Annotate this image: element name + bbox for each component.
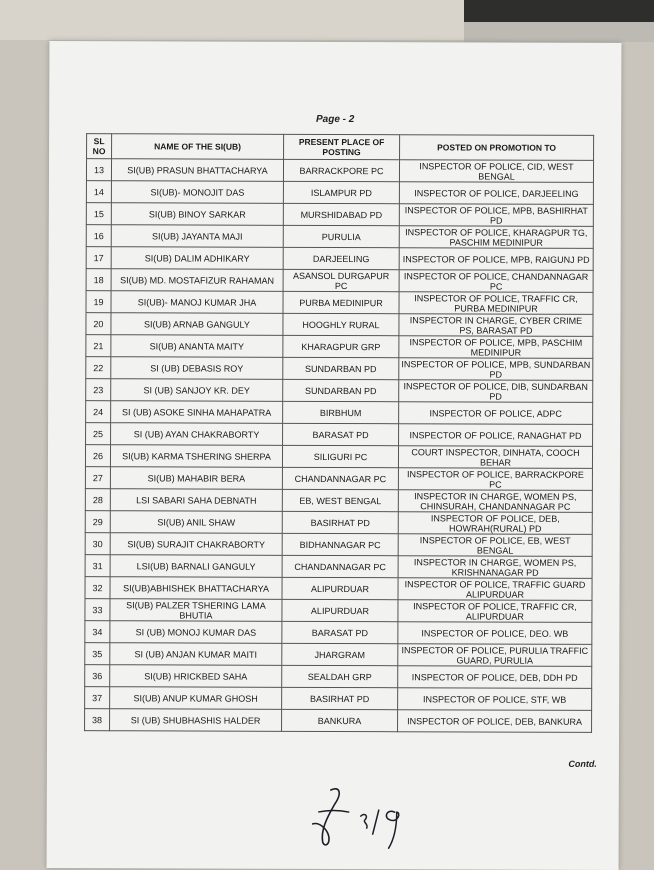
cell-name: SI(UB) DALIM ADHIKARY <box>111 247 283 270</box>
cell-name: SI(UB) BINOY SARKAR <box>111 203 283 226</box>
cell-name: SI (UB) ANJAN KUMAR MAITI <box>110 643 282 666</box>
cell-sl-no: 20 <box>86 313 111 335</box>
cell-name: LSI(UB) BARNALI GANGULY <box>110 555 282 578</box>
cell-present-posting: EB, WEST BENGAL <box>282 489 398 511</box>
cell-sl-no: 34 <box>85 621 110 643</box>
table-row <box>85 445 592 469</box>
cell-present-posting: SILIGURI PC <box>282 445 398 467</box>
cell-name: SI(UB) JAYANTA MAJI <box>111 225 283 248</box>
header-present-posting: PRESENT PLACE OF POSTING <box>284 134 400 159</box>
cell-posted-to: INSPECTOR OF POLICE, CID, WEST BENGAL <box>399 160 593 183</box>
cell-name: SI(UB) ANUP KUMAR GHOSH <box>110 687 282 710</box>
cell-posted-to: INSPECTOR OF POLICE, DEB, DDH PD <box>398 666 592 689</box>
cell-name: SI (UB) MONOJ KUMAR DAS <box>110 621 282 644</box>
cell-posted-to: INSPECTOR OF POLICE, MPB, SUNDARBAN PD <box>399 358 593 381</box>
cell-present-posting: MURSHIDABAD PD <box>283 203 399 225</box>
cell-posted-to: INSPECTOR IN CHARGE, CYBER CRIME PS, BARASAT PD <box>399 314 593 337</box>
cell-posted-to: INSPECTOR OF POLICE, ADPC <box>399 402 593 425</box>
cell-posted-to: INSPECTOR OF POLICE, EB, WEST BENGAL <box>398 534 592 557</box>
cell-present-posting: CHANDANNAGAR PC <box>282 467 398 489</box>
header-posted-on-promotion: POSTED ON PROMOTION TO <box>400 135 594 161</box>
cell-name: SI (UB) SANJOY KR. DEY <box>111 379 283 402</box>
cell-present-posting: BARASAT PD <box>283 423 399 445</box>
table-row <box>85 489 592 513</box>
promotion-table <box>84 133 594 733</box>
table-row <box>86 269 593 293</box>
cell-sl-no: 28 <box>85 489 110 511</box>
cell-name: SI (UB) SHUBHASHIS HALDER <box>110 709 282 732</box>
cell-present-posting: BIRBHUM <box>283 401 399 423</box>
handwritten-signature <box>309 782 419 852</box>
cell-posted-to: INSPECTOR OF POLICE, DEB, HOWRAH(RURAL) PD <box>398 512 592 535</box>
cell-posted-to: INSPECTOR OF POLICE, BARRACKPORE PC <box>398 468 592 491</box>
cell-posted-to: INSPECTOR OF POLICE, KHARAGPUR TG, PASCHIM MEDINIPUR <box>399 226 593 249</box>
cell-present-posting: BASIRHAT PD <box>282 511 398 533</box>
cell-name: SI(UB) ANANTA MAITY <box>111 335 283 358</box>
cell-name: SI(UB) HRICKBED SAHA <box>110 665 282 688</box>
cell-sl-no: 36 <box>85 665 110 687</box>
cell-name: SI(UB)- MONOJIT DAS <box>111 181 283 204</box>
cell-name: SI(UB) PALZER TSHERING LAMA BHUTIA <box>110 599 282 622</box>
cell-sl-no: 14 <box>86 181 111 203</box>
cell-posted-to: INSPECTOR OF POLICE, MPB, RAIGUNJ PD <box>399 248 593 271</box>
table-row <box>85 511 592 535</box>
cell-present-posting: ISLAMPUR PD <box>283 181 399 203</box>
table-row <box>85 643 592 667</box>
table-row <box>86 247 593 271</box>
table-row <box>86 313 593 337</box>
cell-present-posting: BARASAT PD <box>282 621 398 643</box>
cell-posted-to: INSPECTOR OF POLICE, DEB, BANKURA <box>398 710 592 733</box>
cell-name: SI (UB) ASOKE SINHA MAHAPATRA <box>111 401 283 424</box>
table-row <box>86 181 593 205</box>
cell-posted-to: INSPECTOR IN CHARGE, WOMEN PS, KRISHNANAGAR PD <box>398 556 592 579</box>
cell-posted-to: INSPECTOR OF POLICE, TRAFFIC GUARD ALIPURDUAR <box>398 578 592 601</box>
table-row <box>86 159 593 183</box>
cell-posted-to: INSPECTOR OF POLICE, DARJEELING <box>399 182 593 205</box>
cell-sl-no: 24 <box>86 401 111 423</box>
table-row <box>85 687 592 711</box>
table-header-row <box>87 134 594 161</box>
cell-posted-to: INSPECTOR IN CHARGE, WOMEN PS, CHINSURAH, CHANDANNAGAR PC <box>398 490 592 513</box>
cell-present-posting: BANKURA <box>282 709 398 731</box>
cell-posted-to: INSPECTOR OF POLICE, RANAGHAT PD <box>399 424 593 447</box>
cell-sl-no: 13 <box>86 159 111 181</box>
cell-name: LSI SABARI SAHA DEBNATH <box>110 489 282 512</box>
cell-present-posting: ASANSOL DURGAPUR PC <box>283 269 399 291</box>
background-object <box>464 0 654 22</box>
cell-present-posting: PURULIA <box>283 225 399 247</box>
table-row <box>85 621 592 645</box>
table-row <box>85 709 592 733</box>
cell-sl-no: 19 <box>86 291 111 313</box>
cell-sl-no: 25 <box>86 423 111 445</box>
cell-present-posting: ALIPURDUAR <box>282 577 398 599</box>
cell-present-posting: SUNDARBAN PD <box>283 357 399 379</box>
cell-sl-no: 32 <box>85 577 110 599</box>
cell-sl-no: 27 <box>85 467 110 489</box>
table-row <box>86 291 593 315</box>
cell-sl-no: 16 <box>86 225 111 247</box>
table-row <box>86 335 593 359</box>
cell-present-posting: BARRACKPORE PC <box>283 159 399 181</box>
page-number: Page - 2 <box>315 113 355 126</box>
table-row <box>85 555 592 579</box>
cell-posted-to: INSPECTOR OF POLICE, TRAFFIC CR, ALIPURDUAR <box>398 600 592 623</box>
cell-present-posting: PURBA MEDINIPUR <box>283 291 399 313</box>
cell-name: SI(UB) ANIL SHAW <box>110 511 282 534</box>
cell-sl-no: 23 <box>86 379 111 401</box>
cell-sl-no: 26 <box>85 445 110 467</box>
document-page <box>47 41 622 870</box>
cell-present-posting: BIDHANNAGAR PC <box>282 533 398 555</box>
table-row <box>86 401 593 425</box>
cell-posted-to: INSPECTOR OF POLICE, MPB, PASCHIM MEDINIPUR <box>399 336 593 359</box>
cell-present-posting: KHARAGPUR GRP <box>283 335 399 357</box>
cell-present-posting: ALIPURDUAR <box>282 599 398 621</box>
cell-name: SI(UB) MAHABIR BERA <box>110 467 282 490</box>
table-row <box>85 665 592 689</box>
cell-posted-to: INSPECTOR OF POLICE, DEO. WB <box>398 622 592 645</box>
cell-name: SI(UB)- MANOJ KUMAR JHA <box>111 291 283 314</box>
cell-present-posting: SEALDAH GRP <box>282 665 398 687</box>
cell-sl-no: 15 <box>86 203 111 225</box>
cell-name: SI(UB) SURAJIT CHAKRABORTY <box>110 533 282 556</box>
table-row <box>85 533 592 557</box>
cell-present-posting: SUNDARBAN PD <box>283 379 399 401</box>
cell-sl-no: 18 <box>86 269 111 291</box>
cell-posted-to: INSPECTOR OF POLICE, DIB, SUNDARBAN PD <box>399 380 593 403</box>
cell-present-posting: DARJEELING <box>283 247 399 269</box>
cell-sl-no: 29 <box>85 511 110 533</box>
table-row <box>86 357 593 381</box>
cell-present-posting: JHARGRAM <box>282 643 398 665</box>
cell-name: SI(UB) KARMA TSHERING SHERPA <box>110 445 282 468</box>
cell-sl-no: 31 <box>85 555 110 577</box>
cell-sl-no: 38 <box>85 709 110 731</box>
cell-posted-to: INSPECTOR OF POLICE, PURULIA TRAFFIC GUARD, PURULIA <box>398 644 592 667</box>
table-row <box>86 423 593 447</box>
cell-sl-no: 35 <box>85 643 110 665</box>
cell-name: SI (UB) AYAN CHAKRABORTY <box>111 423 283 446</box>
cell-posted-to: INSPECTOR OF POLICE, STF, WB <box>398 688 592 711</box>
table-row <box>86 225 593 249</box>
cell-sl-no: 22 <box>86 357 111 379</box>
cell-sl-no: 21 <box>86 335 111 357</box>
cell-sl-no: 33 <box>85 599 110 621</box>
cell-name: SI (UB) DEBASIS ROY <box>111 357 283 380</box>
cell-posted-to: COURT INSPECTOR, DINHATA, COOCH BEHAR <box>398 446 592 469</box>
table-row <box>86 379 593 403</box>
cell-name: SI(UB) MD. MOSTAFIZUR RAHAMAN <box>111 269 283 292</box>
cell-present-posting: CHANDANNAGAR PC <box>282 555 398 577</box>
background-shelf <box>464 22 654 42</box>
cell-posted-to: INSPECTOR OF POLICE, MPB, BASHIRHAT PD <box>399 204 593 227</box>
cell-name: SI(UB) PRASUN BHATTACHARYA <box>111 159 283 182</box>
cell-name: SI(UB) ARNAB GANGULY <box>111 313 283 336</box>
cell-posted-to: INSPECTOR OF POLICE, CHANDANNAGAR PC <box>399 270 593 293</box>
cell-sl-no: 17 <box>86 247 111 269</box>
continued-note: Contd. <box>568 758 597 769</box>
table-row <box>86 203 593 227</box>
cell-sl-no: 37 <box>85 687 110 709</box>
cell-name: SI(UB)ABHISHEK BHATTACHARYA <box>110 577 282 600</box>
table-row <box>85 599 592 623</box>
table-row <box>85 577 592 601</box>
cell-posted-to: INSPECTOR OF POLICE, TRAFFIC CR, PURBA MEDINIPUR <box>399 292 593 315</box>
table-row <box>85 467 592 491</box>
cell-present-posting: BASIRHAT PD <box>282 687 398 709</box>
cell-sl-no: 30 <box>85 533 110 555</box>
header-sl-no: SL NO <box>87 134 112 159</box>
cell-present-posting: HOOGHLY RURAL <box>283 313 399 335</box>
header-name: NAME OF THE SI(UB) <box>112 134 284 160</box>
